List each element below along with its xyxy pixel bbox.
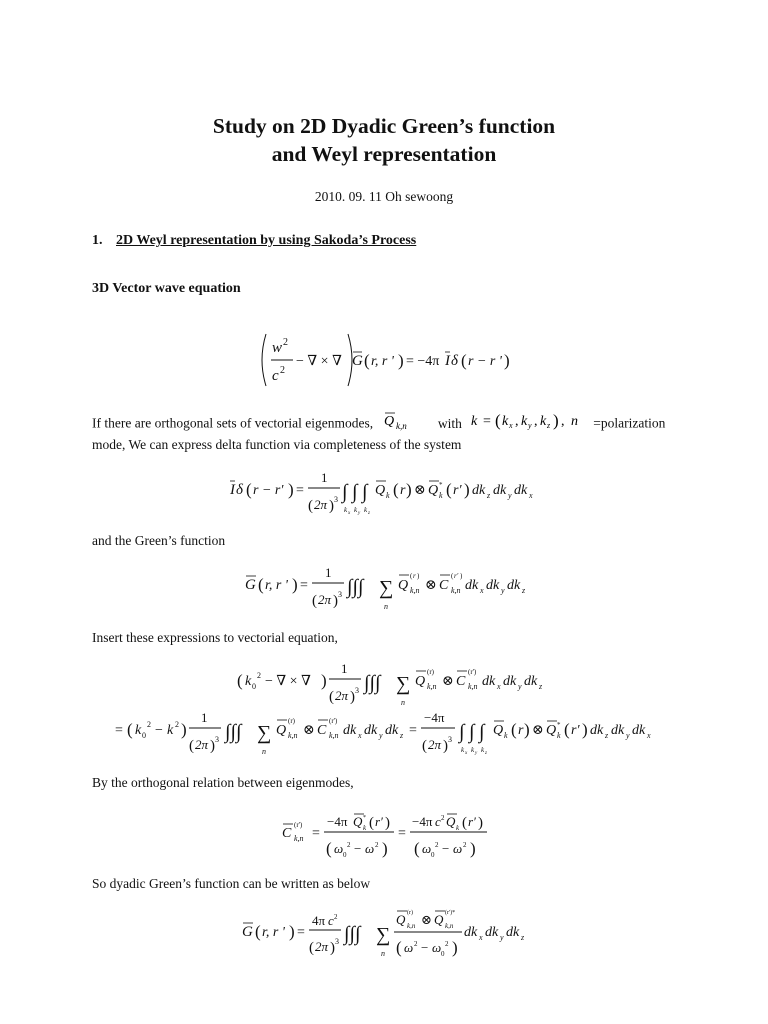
svg-text:r: r xyxy=(400,483,406,498)
svg-text:k,n: k,n xyxy=(451,586,461,595)
svg-text:Q: Q xyxy=(428,483,439,498)
svg-text:y: y xyxy=(358,511,361,516)
svg-text:= −4π: = −4π xyxy=(406,354,440,369)
svg-text:y: y xyxy=(379,731,383,740)
svg-text:⊗: ⊗ xyxy=(425,578,437,593)
svg-text:dk: dk xyxy=(590,723,604,738)
equation-coefficients xyxy=(280,806,495,862)
svg-text:): ) xyxy=(398,351,404,370)
svg-text:∑: ∑ xyxy=(396,673,411,695)
svg-text:(: ( xyxy=(255,922,261,941)
svg-text:Q: Q xyxy=(383,414,394,429)
svg-text:r′: r′ xyxy=(453,483,462,498)
svg-text:dk: dk xyxy=(465,578,479,593)
svg-text:y: y xyxy=(508,491,512,500)
svg-text:(: ( xyxy=(511,720,517,739)
svg-text:): ) xyxy=(452,938,458,957)
svg-text:k: k xyxy=(167,723,174,738)
svg-text:k: k xyxy=(481,746,485,754)
paragraph-greens: and the Green’s function xyxy=(92,533,226,548)
svg-text:dk: dk xyxy=(343,723,357,738)
svg-text:): ) xyxy=(582,720,588,739)
svg-text:k,n: k,n xyxy=(427,682,437,691)
svg-text:): ) xyxy=(406,480,412,499)
svg-text:ω: ω xyxy=(453,841,463,856)
svg-text:dk: dk xyxy=(485,925,499,940)
svg-text:z: z xyxy=(605,731,609,740)
svg-text:k: k xyxy=(504,731,508,740)
svg-text:dk: dk xyxy=(503,674,517,689)
svg-text:δ: δ xyxy=(236,482,243,498)
paragraph-eigenmodes-text: If there are orthogonal sets of vectorial eigenmodes, xyxy=(92,415,374,431)
svg-text:I: I xyxy=(230,482,235,498)
title-line-1: Study on 2D Dyadic Green’s function xyxy=(212,114,556,138)
svg-text:ω: ω xyxy=(422,841,432,856)
svg-text:=: = xyxy=(300,578,308,593)
svg-text:(: ( xyxy=(329,689,334,705)
svg-text:n: n xyxy=(571,414,579,429)
equation-completeness xyxy=(228,470,548,520)
svg-text:): ) xyxy=(330,940,335,956)
svg-text:2: 2 xyxy=(463,841,467,849)
svg-text:Q: Q xyxy=(396,912,406,927)
svg-text:3: 3 xyxy=(335,937,339,946)
svg-text:y: y xyxy=(475,751,478,756)
svg-text:k,n: k,n xyxy=(288,731,298,740)
svg-text:k: k xyxy=(135,723,142,738)
svg-text:z: z xyxy=(485,751,487,756)
svg-text:r': r' xyxy=(454,572,459,580)
svg-text:): ) xyxy=(443,738,448,754)
svg-text:−: − xyxy=(421,940,429,955)
svg-text:2: 2 xyxy=(280,365,285,376)
svg-text:r − r′: r − r′ xyxy=(253,483,284,498)
svg-text:n: n xyxy=(384,602,388,611)
svg-text:⊗: ⊗ xyxy=(303,723,315,738)
svg-text:k,n: k,n xyxy=(407,922,416,930)
paragraph-dyadic: So dyadic Green’s function can be written as below xyxy=(92,876,371,891)
svg-text:Q: Q xyxy=(415,674,426,689)
svg-text:): ) xyxy=(333,593,338,609)
svg-text:dk: dk xyxy=(472,483,486,498)
svg-text:Q: Q xyxy=(446,814,456,829)
svg-text:2: 2 xyxy=(414,940,418,948)
svg-text:k: k xyxy=(354,506,358,514)
svg-text:): ) xyxy=(460,572,463,580)
equation-greens-expansion xyxy=(243,565,543,617)
svg-text:dk: dk xyxy=(364,723,378,738)
svg-text:0: 0 xyxy=(343,851,347,859)
svg-text:2π: 2π xyxy=(195,737,209,752)
svg-text:r: r xyxy=(413,572,416,580)
svg-text:): ) xyxy=(289,922,295,941)
svg-text:2π: 2π xyxy=(318,592,332,607)
svg-text:): ) xyxy=(524,720,530,739)
svg-text:y: y xyxy=(501,586,505,595)
svg-text:n: n xyxy=(401,698,405,707)
svg-text:): ) xyxy=(478,815,483,831)
svg-text:dk: dk xyxy=(514,483,528,498)
svg-text:k: k xyxy=(557,731,561,740)
svg-text:∫∫∫: ∫∫∫ xyxy=(344,923,361,945)
svg-text:(r'): (r') xyxy=(468,668,477,676)
svg-text:3: 3 xyxy=(215,735,219,744)
svg-text:c: c xyxy=(435,814,441,829)
svg-text:Q: Q xyxy=(493,723,504,738)
svg-text:): ) xyxy=(329,498,334,514)
svg-text:x: x xyxy=(465,751,468,756)
svg-text:x: x xyxy=(348,511,351,516)
svg-text:dk: dk xyxy=(507,578,521,593)
svg-text:,: , xyxy=(534,414,538,429)
svg-text:ω: ω xyxy=(404,940,414,955)
svg-text:Q: Q xyxy=(434,912,444,927)
svg-text:2: 2 xyxy=(175,720,179,729)
svg-text:−4π: −4π xyxy=(412,814,433,829)
svg-text:∫∫∫: ∫∫∫ xyxy=(347,576,364,598)
svg-text:): ) xyxy=(553,411,559,430)
svg-text:3: 3 xyxy=(448,735,452,744)
svg-text:n: n xyxy=(262,747,266,756)
svg-text:Q: Q xyxy=(546,723,557,738)
paragraph-polarization: =polarization xyxy=(593,415,666,431)
svg-text:k: k xyxy=(540,414,547,429)
svg-text:−4π: −4π xyxy=(327,814,348,829)
svg-text:(: ( xyxy=(364,351,370,370)
svg-text:(: ( xyxy=(564,720,570,739)
svg-text:): ) xyxy=(321,671,327,690)
svg-text:z: z xyxy=(547,421,551,430)
svg-text:⊗: ⊗ xyxy=(421,912,432,927)
svg-text:δ: δ xyxy=(451,353,458,369)
svg-text:G: G xyxy=(245,577,256,593)
svg-text:dk: dk xyxy=(506,925,520,940)
svg-text:k: k xyxy=(439,491,443,500)
svg-text:2: 2 xyxy=(147,720,151,729)
svg-text:x: x xyxy=(529,491,533,500)
svg-text:− ∇ × ∇: − ∇ × ∇ xyxy=(265,674,311,689)
svg-text:4π: 4π xyxy=(312,913,326,928)
svg-text:Q: Q xyxy=(375,483,386,498)
svg-text:=: = xyxy=(398,826,406,841)
svg-text:r′: r′ xyxy=(468,814,476,829)
svg-text:*: * xyxy=(363,815,366,821)
equation-wave xyxy=(258,330,518,390)
svg-text:∫: ∫ xyxy=(352,481,358,503)
svg-text:0: 0 xyxy=(441,950,445,958)
svg-text:k: k xyxy=(521,414,528,429)
svg-text:dk: dk xyxy=(632,723,646,738)
svg-text:): ) xyxy=(417,572,420,580)
svg-text:⊗: ⊗ xyxy=(414,483,426,498)
svg-text:−4π: −4π xyxy=(424,710,445,725)
svg-text:∫∫∫: ∫∫∫ xyxy=(225,721,242,743)
svg-text:k: k xyxy=(386,491,390,500)
svg-text:dk: dk xyxy=(524,674,538,689)
svg-text:x: x xyxy=(647,731,651,740)
svg-text:k,n: k,n xyxy=(445,922,454,930)
svg-text:k: k xyxy=(461,746,465,754)
equation-insert-lhs xyxy=(235,660,545,710)
svg-text:2: 2 xyxy=(257,671,261,680)
svg-text:2π: 2π xyxy=(428,737,442,752)
svg-text:(r'): (r') xyxy=(329,717,338,725)
svg-text:z: z xyxy=(539,682,543,691)
svg-text:y: y xyxy=(518,682,522,691)
svg-text:k: k xyxy=(502,414,509,429)
svg-text:k: k xyxy=(471,746,475,754)
svg-text:0: 0 xyxy=(431,851,435,859)
svg-text:r, r ': r, r ' xyxy=(265,578,288,593)
svg-text:C: C xyxy=(456,674,466,689)
svg-text:c: c xyxy=(272,368,279,384)
svg-text:): ) xyxy=(470,839,476,858)
svg-text:1: 1 xyxy=(341,661,348,676)
section-number: 1. xyxy=(92,233,103,248)
svg-text:2: 2 xyxy=(441,814,445,822)
svg-text:(: ( xyxy=(312,593,317,609)
svg-text:=: = xyxy=(312,826,320,841)
svg-text:(: ( xyxy=(422,738,427,754)
svg-text:): ) xyxy=(504,351,510,370)
paragraph-with: with xyxy=(437,415,462,431)
svg-text:(: ( xyxy=(237,671,243,690)
svg-text:(: ( xyxy=(189,738,194,754)
svg-text:2: 2 xyxy=(375,841,379,849)
svg-text:x: x xyxy=(358,731,362,740)
svg-text:k: k xyxy=(363,824,367,832)
svg-text:k,n: k,n xyxy=(329,731,339,740)
svg-text:2π: 2π xyxy=(315,939,329,954)
svg-text:*: * xyxy=(557,721,561,729)
svg-text:(: ( xyxy=(246,480,252,499)
svg-text:(: ( xyxy=(326,839,332,858)
svg-text:2: 2 xyxy=(283,337,288,348)
svg-text:r: r xyxy=(518,723,524,738)
svg-text:k,n: k,n xyxy=(410,586,420,595)
svg-text:dk: dk xyxy=(493,483,507,498)
svg-text:∑: ∑ xyxy=(257,722,272,744)
svg-text:(: ( xyxy=(258,575,264,594)
svg-text:x: x xyxy=(497,682,501,691)
svg-text:∫: ∫ xyxy=(459,721,465,743)
svg-text:1: 1 xyxy=(201,710,208,725)
svg-text:k: k xyxy=(471,414,478,429)
svg-text:=: = xyxy=(409,723,417,738)
svg-text:2π: 2π xyxy=(314,497,328,512)
svg-text:z: z xyxy=(521,933,525,942)
svg-text:(: ( xyxy=(396,938,402,957)
paragraph-insert: Insert these expressions to vectorial equation, xyxy=(92,630,338,645)
svg-text:(: ( xyxy=(495,411,501,430)
svg-text:r′: r′ xyxy=(375,814,383,829)
svg-text:(: ( xyxy=(414,839,420,858)
svg-text:z: z xyxy=(368,511,370,516)
svg-text:2: 2 xyxy=(445,940,449,948)
svg-text:(: ( xyxy=(462,815,467,831)
svg-text:dk: dk xyxy=(385,723,399,738)
svg-text:): ) xyxy=(385,815,390,831)
svg-text:−: − xyxy=(354,841,362,856)
svg-text:−: − xyxy=(155,723,163,738)
title-line-2: and Weyl representation xyxy=(271,142,497,166)
svg-text:): ) xyxy=(292,575,298,594)
svg-text:1: 1 xyxy=(321,470,328,485)
svg-text:C: C xyxy=(439,578,449,593)
svg-text:2: 2 xyxy=(435,841,439,849)
svg-text:): ) xyxy=(288,480,294,499)
svg-text:dk: dk xyxy=(482,674,496,689)
svg-text:k: k xyxy=(364,506,368,514)
svg-text:k,n: k,n xyxy=(294,834,304,843)
svg-text:2π: 2π xyxy=(335,688,349,703)
svg-text:*: * xyxy=(439,481,443,489)
svg-text:): ) xyxy=(382,839,388,858)
svg-text:∫: ∫ xyxy=(469,721,475,743)
date-author-line: 2010. 09. 11 Oh sewoong xyxy=(314,189,454,204)
svg-text:k: k xyxy=(245,674,252,689)
svg-text:(: ( xyxy=(309,940,314,956)
svg-text:1: 1 xyxy=(325,565,332,580)
svg-text:∫: ∫ xyxy=(362,481,368,503)
svg-text:3: 3 xyxy=(355,686,359,695)
inline-math-k xyxy=(469,410,589,439)
document-title xyxy=(0,112,768,168)
svg-text:∑: ∑ xyxy=(376,924,391,946)
svg-text:(: ( xyxy=(451,572,454,580)
svg-text:I: I xyxy=(445,353,450,369)
svg-text:,: , xyxy=(515,414,519,429)
svg-text:): ) xyxy=(464,480,470,499)
svg-text:(: ( xyxy=(127,720,133,739)
svg-text:y: y xyxy=(626,731,630,740)
svg-text:k,n: k,n xyxy=(395,421,407,431)
svg-text:dk: dk xyxy=(611,723,625,738)
section-title: 2D Weyl representation by using Sakoda’s Process xyxy=(116,233,417,248)
svg-text:n: n xyxy=(381,949,385,958)
svg-text:∫: ∫ xyxy=(479,721,485,743)
svg-text:x: x xyxy=(509,421,513,430)
svg-text:2: 2 xyxy=(334,913,338,921)
svg-text:2: 2 xyxy=(347,841,351,849)
svg-text:(: ( xyxy=(446,480,452,499)
svg-text:x: x xyxy=(479,933,483,942)
svg-text:−: − xyxy=(442,841,450,856)
svg-text:r, r ': r, r ' xyxy=(371,354,394,369)
svg-text:G: G xyxy=(352,353,363,369)
svg-text:∫: ∫ xyxy=(342,481,348,503)
paragraph-completeness: mode, We can express delta function via completeness of the system xyxy=(92,437,462,452)
svg-text:(r')*: (r')* xyxy=(445,910,456,916)
svg-text:⊗: ⊗ xyxy=(442,674,454,689)
svg-text:): ) xyxy=(181,720,187,739)
svg-text:0: 0 xyxy=(252,682,256,691)
svg-text:(r): (r) xyxy=(288,717,295,725)
svg-text:k: k xyxy=(456,824,460,832)
svg-text:Q: Q xyxy=(353,814,363,829)
section-heading xyxy=(92,233,416,249)
svg-text:y: y xyxy=(528,421,532,430)
svg-text:(: ( xyxy=(393,480,399,499)
svg-text:Q: Q xyxy=(276,723,287,738)
svg-text:∫∫∫: ∫∫∫ xyxy=(364,672,381,694)
svg-text:=: = xyxy=(483,414,492,429)
equation-dyadic-greens xyxy=(240,905,540,965)
svg-text:dk: dk xyxy=(486,578,500,593)
subsection-heading: 3D Vector wave equation xyxy=(92,281,241,296)
svg-text:Q: Q xyxy=(398,578,409,593)
svg-text:=: = xyxy=(115,723,123,738)
svg-text:− ∇ × ∇: − ∇ × ∇ xyxy=(296,354,342,369)
svg-text:): ) xyxy=(210,738,215,754)
svg-text:⊗: ⊗ xyxy=(532,723,544,738)
svg-text:(: ( xyxy=(410,572,413,580)
svg-text:r − r ': r − r ' xyxy=(468,354,502,369)
svg-text:k,n: k,n xyxy=(468,682,478,691)
equation-insert-rhs xyxy=(113,708,658,760)
svg-text:r′: r′ xyxy=(571,723,580,738)
svg-text:=: = xyxy=(297,925,305,940)
svg-text:(r): (r) xyxy=(427,668,434,676)
svg-text:y: y xyxy=(500,933,504,942)
svg-text:3: 3 xyxy=(338,590,342,599)
svg-text:=: = xyxy=(296,483,304,498)
svg-text:C: C xyxy=(282,826,292,841)
paragraph-orthogonal: By the orthogonal relation between eigenmodes, xyxy=(92,775,354,790)
svg-text:z: z xyxy=(400,731,404,740)
svg-text:ω: ω xyxy=(432,940,442,955)
svg-text:(r'): (r') xyxy=(294,821,303,829)
svg-text:∑: ∑ xyxy=(379,577,394,599)
svg-text:(: ( xyxy=(369,815,374,831)
svg-text:,: , xyxy=(561,414,565,429)
svg-text:k: k xyxy=(344,506,348,514)
svg-text:z: z xyxy=(487,491,491,500)
svg-text:(r): (r) xyxy=(407,910,413,916)
svg-text:): ) xyxy=(350,689,355,705)
svg-text:w: w xyxy=(272,340,283,356)
svg-text:C: C xyxy=(317,723,327,738)
svg-text:r, r ': r, r ' xyxy=(262,925,285,940)
svg-text:z: z xyxy=(522,586,526,595)
svg-text:x: x xyxy=(480,586,484,595)
svg-text:0: 0 xyxy=(142,731,146,740)
svg-text:(: ( xyxy=(308,498,313,514)
svg-text:3: 3 xyxy=(334,495,338,504)
svg-text:ω: ω xyxy=(365,841,375,856)
svg-text:(: ( xyxy=(461,351,467,370)
svg-text:c: c xyxy=(328,913,334,928)
svg-text:G: G xyxy=(242,924,253,940)
svg-text:dk: dk xyxy=(464,925,478,940)
svg-text:ω: ω xyxy=(334,841,344,856)
